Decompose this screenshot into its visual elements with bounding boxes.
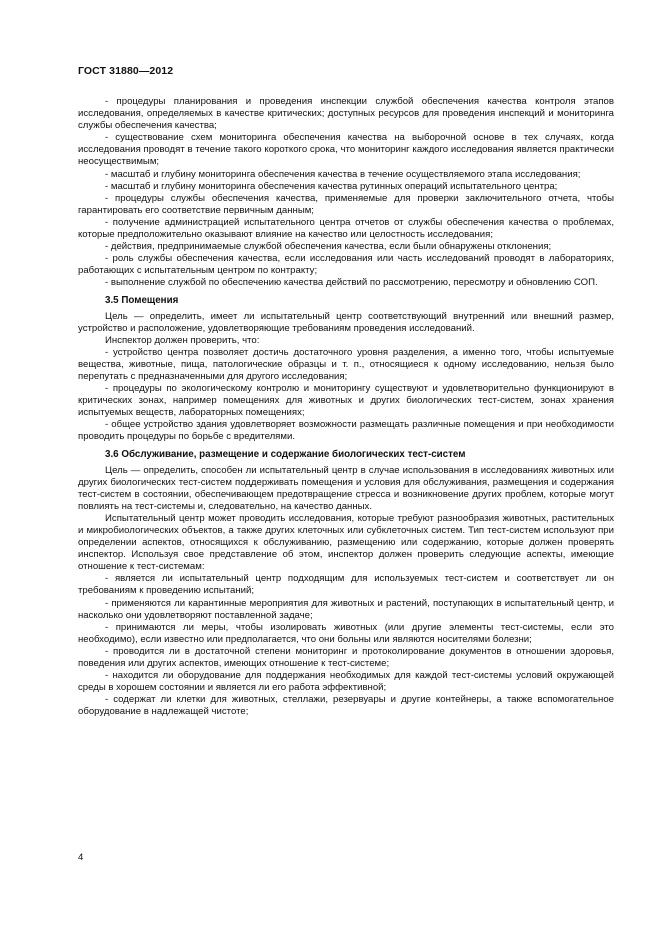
list-item: - масштаб и глубину мониторинга обеспечения качества в течение осуществляемого этапа исследования; <box>105 168 581 180</box>
paragraph: Инспектор должен проверить, что: <box>105 334 260 346</box>
list-item: - общее устройство здания удовлетворяет возможности размещать различные помещения и при необходимости проводить процедуры по борьбе с вредителями. <box>78 419 614 443</box>
list-item: - действия, предпринимаемые службой обеспечения качества, если были обнаружены отклонения; <box>105 241 552 253</box>
document-header: ГОСТ 31880—2012 <box>78 65 174 77</box>
page-body <box>78 96 614 719</box>
section-heading-3-6: 3.6 Обслуживание, размещение и содержание биологических тест-систем <box>105 448 466 460</box>
list-item: - выполнение службой по обеспечению качества действий по рассмотрению, пересмотру и обновлению СОП. <box>105 277 598 289</box>
list-item: - принимаются ли меры, чтобы изолировать животных (или другие элементы тест-системы, если это необходимо), если известно или предполагается, что они больны или являются носителями болезни; <box>78 621 614 645</box>
list-item: - существование схем мониторинга обеспечения качества на выборочной основе в тех случаях, когда исследования проводят в течение такого короткого срока, что мониторинг каждого исследования является практически неосуществимым; <box>78 132 614 168</box>
page-number: 4 <box>78 852 84 863</box>
list-item: - масштаб и глубину мониторинга обеспечения качества рутинных операций испытательного центра; <box>105 180 558 192</box>
paragraph: Испытательный центр может проводить исследования, которые требуют разнообразия животных, растительных и микробиологических объектов, а также других клеточных или субклеточных систем. Тип тест-систем используют при определении аспектов, относящихся к обслуживанию, размещению или содержанию, которые должен проверять инспектор. Используя свое представление об этом, инспектор должен проверить следующие аспекты, имеющие отношение к тест-системам: <box>78 512 614 573</box>
list-item: - содержат ли клетки для животных, стеллажи, резервуары и другие контейнеры, а также вспомогательное оборудование в надлежащей чистоте; <box>78 694 614 718</box>
list-item: - процедуры службы обеспечения качества, применяемые для проверки заключительного отчета, чтобы гарантировать его соответствие первичным данным; <box>78 192 614 216</box>
list-item: - устройство центра позволяет достичь достаточного уровня разделения, а именно того, чтобы испытуемые вещества, животные, пища, патологические образцы и т. п., относящиеся к одному исследованию, нельзя было перепутать с предназначенными для другого исследования; <box>78 346 614 382</box>
section-heading-3-5: 3.5 Помещения <box>105 294 179 306</box>
list-item: - процедуры планирования и проведения инспекции службой обеспечения качества контроля этапов исследования, определяемых в качестве критических; доступных ресурсов для проведения инспекций и мониторинга службы обеспечения качества; <box>78 96 614 132</box>
list-item: - находится ли оборудование для поддержания необходимых для каждой тест-системы условий окружающей среды в хорошем состоянии и является ли его работа эффективной; <box>78 670 614 694</box>
list-item: - является ли испытательный центр подходящим для используемых тест-систем и соответствует ли он требованиям к проведению испытаний; <box>78 573 614 597</box>
list-item: - получение администрацией испытательного центра отчетов от службы обеспечения качества о проблемах, которые предположительно оказывают влияние на качество или целостность исследования; <box>78 216 614 241</box>
paragraph: Цель — определить, способен ли испытательный центр в случае использования в исследованиях животных или других биологических тест-систем поддерживать помещения и условия для обслуживания, размещения и содержания тест-систем в состоянии, обеспечивающем предотвращение стресса и возникновение других проблем, которые могут повлиять на тест-системы и, следовательно, на качество данных. <box>78 464 614 512</box>
list-item: - проводится ли в достаточной степени мониторинг и протоколирование документов в отношении здоровья, поведения или других аспектов, имеющих отношение к тест-системе; <box>78 645 614 670</box>
paragraph: Цель — определить, имеет ли испытательный центр соответствующий внутренний или внешний размер, устройство и расположение, удовлетворяющие требованиям проведения исследований. <box>78 310 614 334</box>
list-item: - роль службы обеспечения качества, если исследования или часть исследований проводят в лабораториях, работающих с испытательным центром по контракту; <box>78 253 614 277</box>
list-item: - применяются ли карантинные мероприятия для животных и растений, поступающих в испытательный центр, и насколько они удовлетворяют поставленной задаче; <box>78 597 614 621</box>
list-item: - процедуры по экологическому контролю и мониторингу существуют и удовлетворительно функционируют в критических зонах, например помещениях для животных и других биологических тест-систем, зонах хранения испытуемых веществ, лабораторных помещениях; <box>78 383 614 419</box>
